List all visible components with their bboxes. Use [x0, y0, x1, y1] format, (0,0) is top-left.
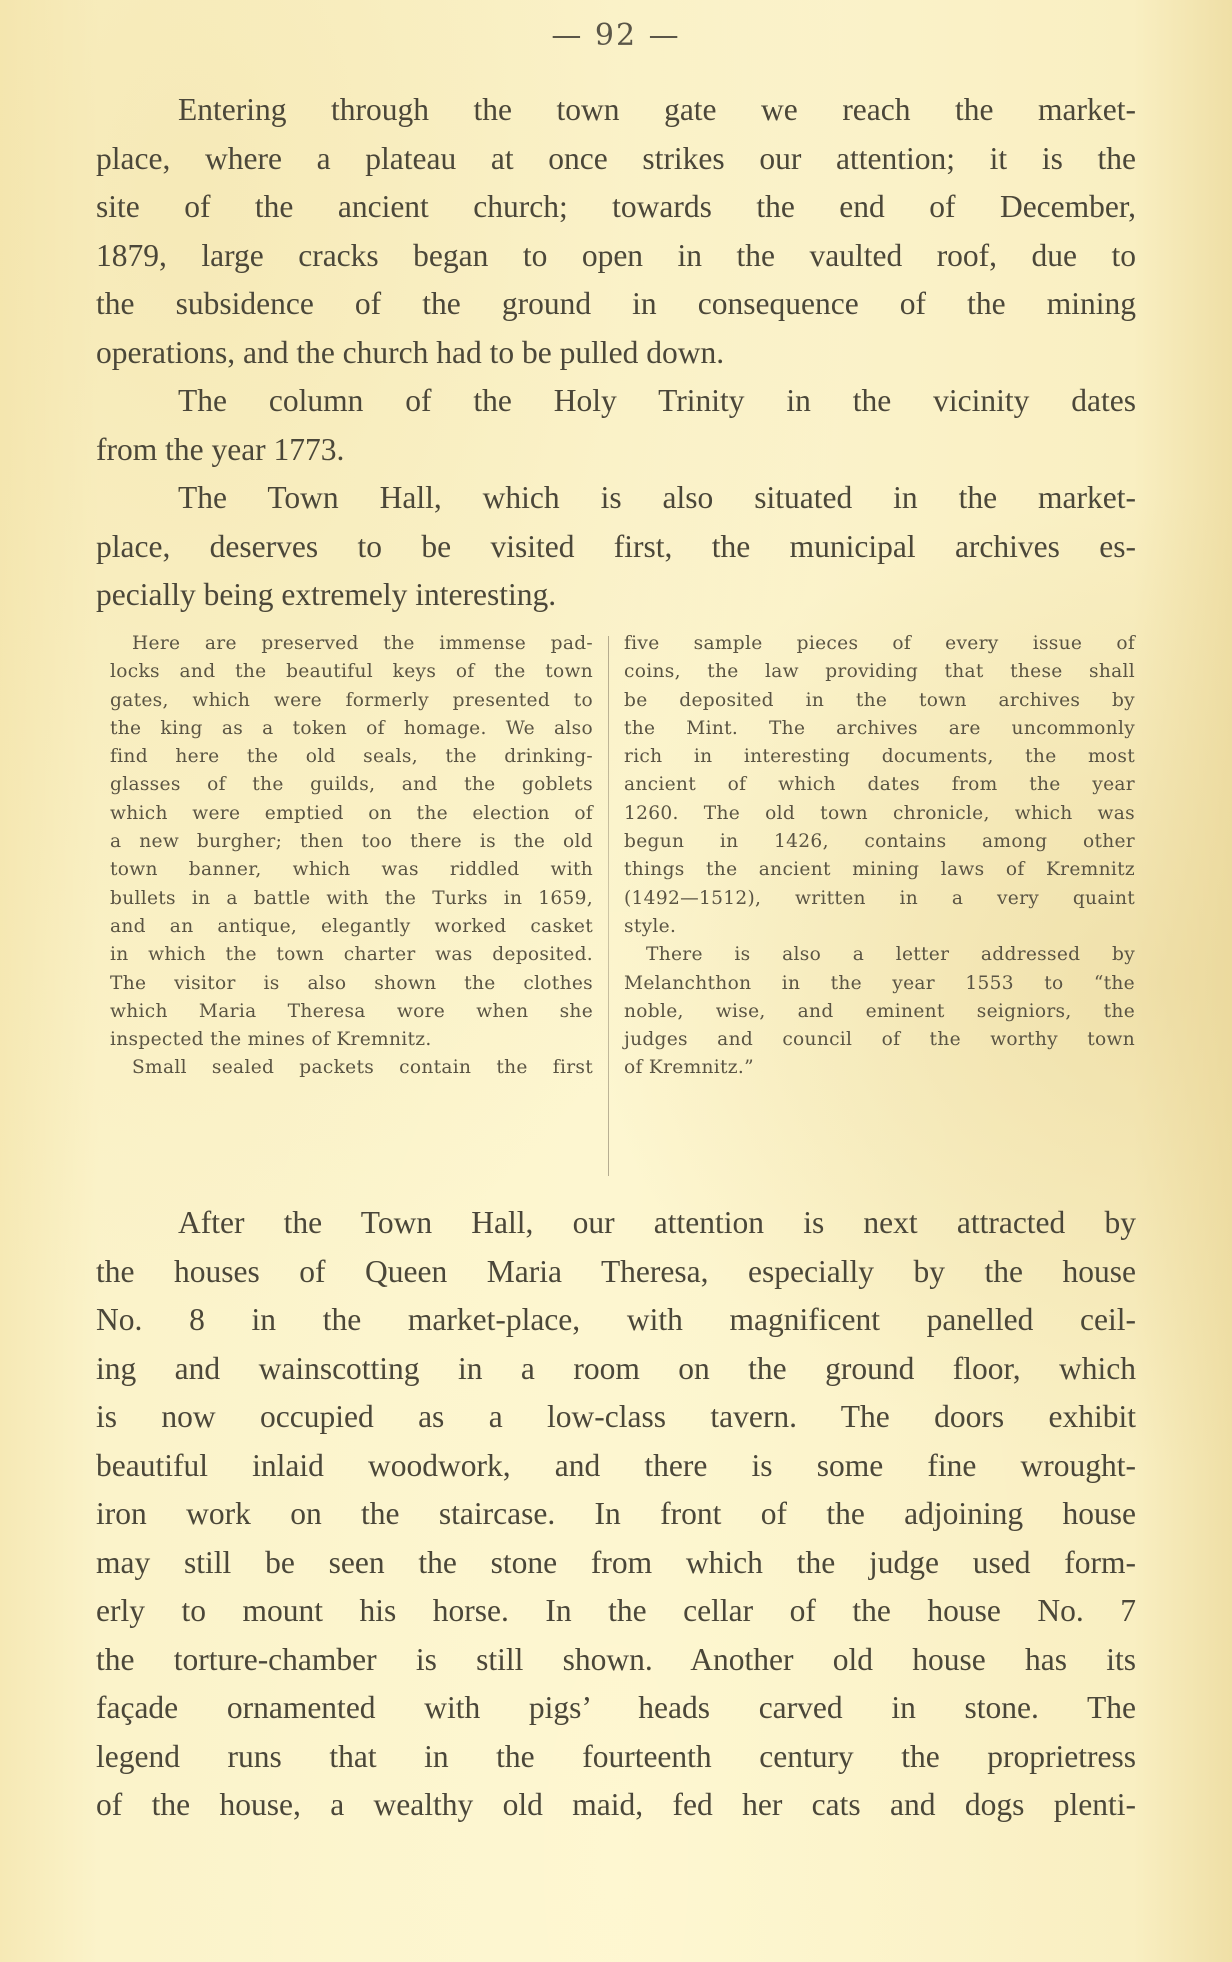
text-line: the houses of Queen Maria Theresa, especially by the house [96, 1253, 1136, 1289]
text-line: from the year 1773. [96, 431, 345, 467]
text-line: begun in 1426, contains among other [624, 831, 1135, 853]
text-line: 1260. The old town chronicle, which was [624, 802, 1135, 824]
text-line: 1879, large cracks began to open in the vaulted roof, due to [96, 237, 1136, 273]
text-line: Here are preserved the immense pad- [132, 633, 593, 654]
text-line: style. [624, 915, 677, 937]
text-line: may still be seen the stone from which the judge used form- [96, 1544, 1136, 1580]
paragraph [96, 474, 1136, 620]
text-line: the Mint. The archives are uncommonly [624, 717, 1135, 739]
text-line: place, where a plateau at once strikes our attention; it is the [96, 140, 1136, 176]
paragraph [96, 377, 1136, 474]
text-line: Small sealed packets contain the first [132, 1057, 593, 1079]
text-line: in which the town charter was deposited. [110, 944, 593, 966]
small-print-left-column [110, 630, 593, 1083]
text-line: glasses of the guilds, and the goblets [110, 774, 593, 796]
text-line: façade ornamented with pigs’ heads carved in stone. The [96, 1690, 1136, 1725]
small-print-section [110, 630, 1135, 1190]
text-line: After the Town Hall, our attention is next attracted by [178, 1205, 1136, 1240]
text-line: pecially being extremely interesting. [96, 577, 557, 612]
text-line: a new burgher; then too there is the old [110, 831, 593, 853]
text-line: find here the old seals, the drinking- [110, 746, 593, 768]
text-line: which Maria Theresa wore when she [110, 1000, 593, 1022]
text-line: judges and council of the worthy town [624, 1029, 1135, 1051]
paragraph [110, 1054, 593, 1082]
text-line: inspected the mines of Kremnitz. [110, 1029, 432, 1051]
text-line: the king as a token of homage. We also [110, 717, 593, 739]
text-line: rich in interesting documents, the most [624, 746, 1135, 768]
column-divider [608, 636, 609, 1176]
text-line: which were emptied on the election of [110, 802, 593, 824]
small-print-right-column [624, 630, 1135, 1083]
text-line: No. 8 in the market-place, with magnificent panelled ceil- [96, 1302, 1136, 1337]
text-line: and an antique, elegantly worked casket [110, 915, 593, 937]
text-line: the torture-chamber is still shown. Another old house has its [96, 1641, 1136, 1677]
text-line: five sample pieces of every issue of [624, 633, 1135, 654]
top-text-block [96, 86, 1136, 620]
text-line: legend runs that in the fourteenth century the proprietress [96, 1738, 1136, 1774]
text-line: things the ancient mining laws of Kremnitz [624, 859, 1135, 881]
text-line: ancient of which dates from the year [624, 774, 1135, 796]
text-line: of Kremnitz.” [624, 1057, 754, 1079]
paragraph [624, 941, 1135, 1082]
text-line: be deposited in the town archives by [624, 689, 1135, 711]
text-line: The column of the Holy Trinity in the vicinity dates [178, 383, 1136, 418]
text-line: locks and the beautiful keys of the town [110, 661, 593, 683]
text-line: beautiful inlaid woodwork, and there is some fine wrought- [96, 1447, 1136, 1483]
text-line: The Town Hall, which is also situated in the market- [178, 480, 1136, 515]
paragraph [96, 86, 1136, 377]
text-line: erly to mount his horse. In the cellar of the house No. 7 [96, 1593, 1136, 1628]
text-line: coins, the law providing that these shall [624, 661, 1135, 683]
paragraph [624, 630, 1135, 941]
text-line: is now occupied as a low-class tavern. The doors exhibit [96, 1399, 1136, 1434]
text-line: noble, wise, and eminent seigniors, the [624, 1000, 1135, 1022]
bottom-text-block [96, 1199, 1136, 1830]
text-line: iron work on the staircase. In front of the adjoining house [96, 1496, 1136, 1531]
text-line: There is also a letter addressed by [646, 944, 1135, 966]
text-line: gates, which were formerly presented to [110, 689, 593, 711]
text-line: town banner, which was riddled with [110, 859, 593, 881]
text-line: ing and wainscotting in a room on the ground floor, which [96, 1350, 1136, 1386]
paragraph [110, 630, 593, 1054]
text-line: of the house, a wealthy old maid, fed her cats and dogs plenti- [96, 1787, 1136, 1822]
text-line: The visitor is also shown the clothes [110, 972, 593, 994]
text-line: the subsidence of the ground in consequence of the mining [96, 286, 1136, 321]
text-line: Melanchthon in the year 1553 to “the [624, 972, 1135, 994]
page-number: — 92 — [551, 18, 681, 53]
paragraph [96, 1199, 1136, 1830]
text-line: Entering through the town gate we reach the market- [178, 92, 1136, 127]
text-line: bullets in a battle with the Turks in 1659, [110, 887, 593, 909]
text-line: (1492—1512), written in a very quaint [624, 887, 1135, 909]
text-line: place, deserves to be visited first, the municipal archives es- [96, 528, 1136, 564]
text-line: site of the ancient church; towards the end of December, [96, 189, 1136, 224]
text-line: operations, and the church had to be pulled down. [96, 334, 725, 370]
